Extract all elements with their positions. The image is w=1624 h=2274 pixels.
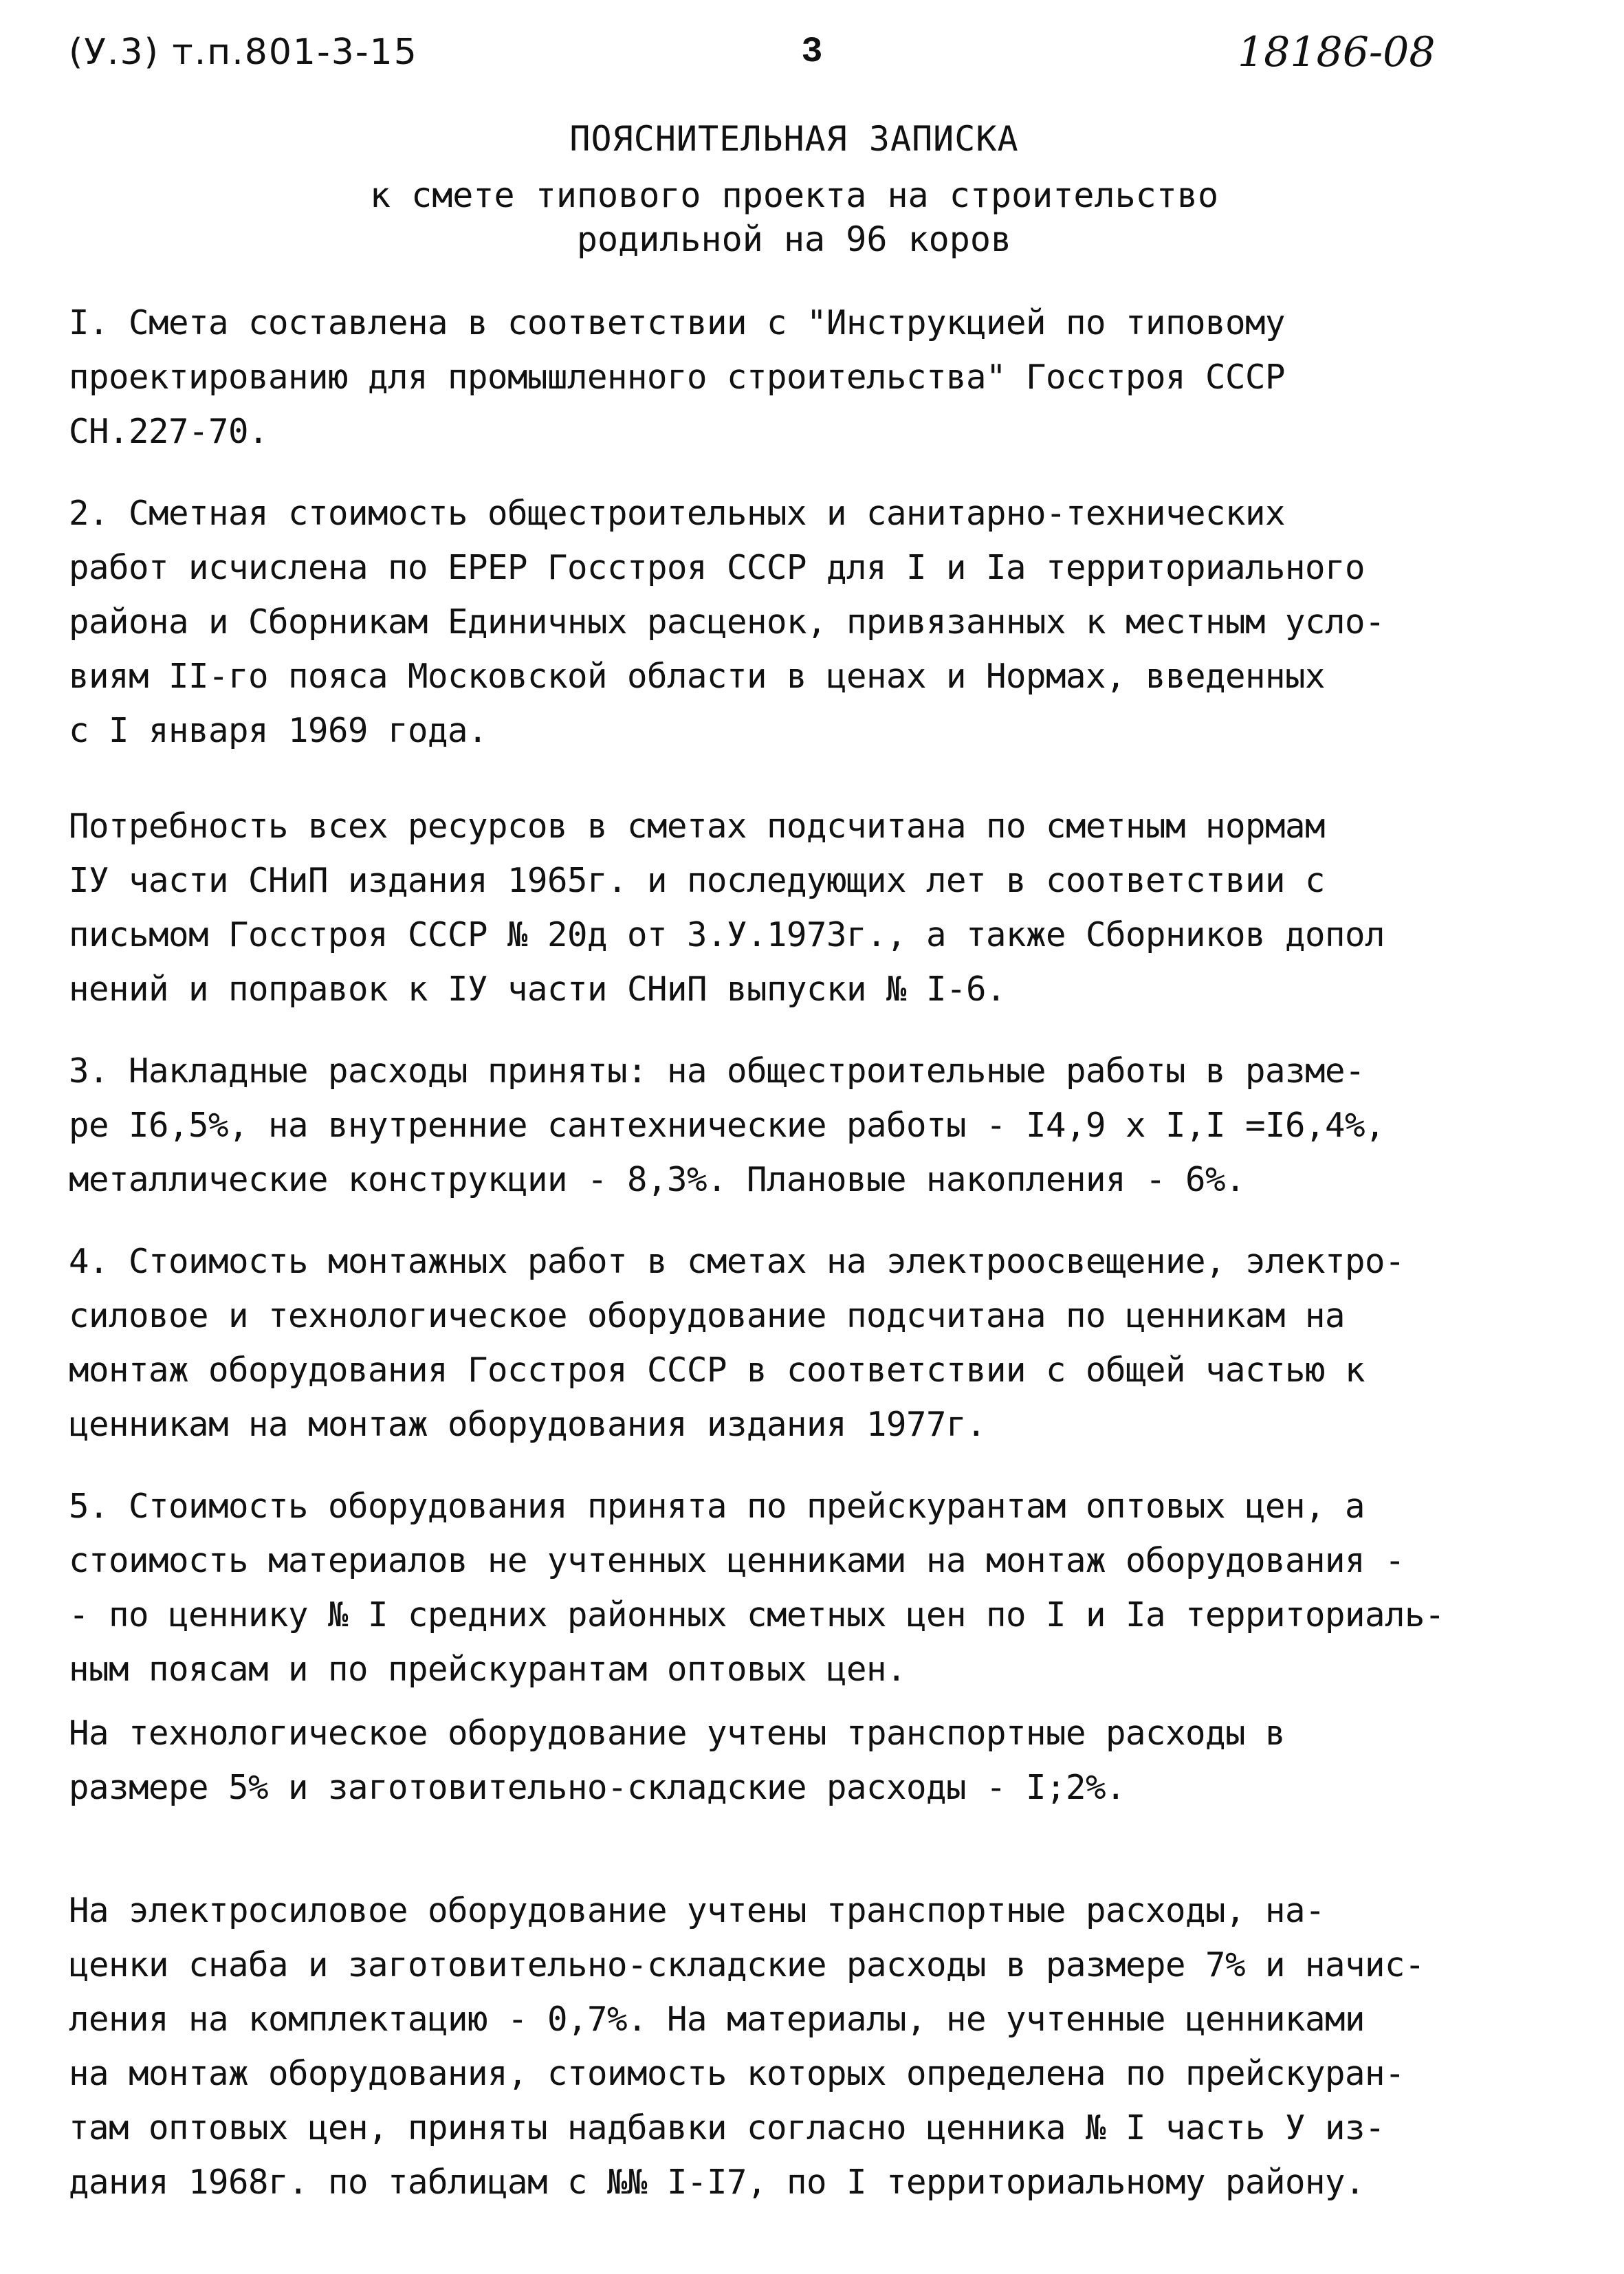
paragraph-resources xyxy=(69,799,1568,1016)
text-line: работ исчислена по ЕРЕР Госстроя СССР для I и Iа территориального xyxy=(69,548,1365,587)
text-line: размере 5% и заготовительно-складские расходы - I;2%. xyxy=(69,1768,1126,1807)
paragraph-4 xyxy=(69,1234,1568,1452)
text-line: ценникам на монтаж оборудования издания 1977г. xyxy=(69,1405,987,1444)
text-line: района и Сборникам Единичных расценок, привязанных к местным усло- xyxy=(69,602,1385,642)
text-line: стоимость материалов не учтенных ценниками на монтаж оборудования - xyxy=(69,1541,1405,1580)
text-line: виям II-го пояса Московской области в ценах и Нормах, введенных xyxy=(69,657,1326,696)
text-line: IУ части СНиП издания 1965г. и последующих лет в соответствии с xyxy=(69,861,1326,900)
page-number: 3 xyxy=(801,32,823,72)
text-line: На электросиловое оборудование учтены транспортные расходы, на- xyxy=(69,1891,1326,1930)
text-line: там оптовых цен, приняты надбавки согласно ценника № I часть У из- xyxy=(69,2108,1385,2147)
text-line: проектированию для промышленного строительства" Госстроя СССР xyxy=(69,358,1286,397)
text-line: - по ценнику № I средних районных сметных цен по I и Iа территориаль- xyxy=(69,1595,1445,1635)
text-line: 5. Стоимость оборудования принята по прейскурантам оптовых цен, а xyxy=(69,1487,1365,1526)
text-line: силовое и технологическое оборудование подсчитана по ценникам на xyxy=(69,1296,1346,1335)
paragraph-electrical-equipment xyxy=(69,1883,1568,2209)
text-line: на монтаж оборудования, стоимость которых определена по прейскуран- xyxy=(69,2054,1405,2093)
inventory-number: 18186-08 xyxy=(1238,28,1436,76)
paragraph-2 xyxy=(69,486,1568,758)
text-line: ре I6,5%, на внутренние сантехнические работы - I4,9 х I,I =I6,4%, xyxy=(69,1106,1385,1145)
text-line: СН.227-70. xyxy=(69,412,269,451)
text-line: монтаж оборудования Госстроя СССР в соответствии с общей частью к xyxy=(69,1351,1365,1390)
paragraph-1 xyxy=(69,296,1568,459)
document-subtitle-line-1: к смете типового проекта на строительство xyxy=(369,175,1219,215)
paragraph-tech-equipment xyxy=(69,1706,1568,1815)
text-line: I. Смета составлена в соответствии с "Инструкцией по типовому xyxy=(69,303,1286,342)
document-code: (У.3) т.п.801-3-15 xyxy=(69,32,418,73)
text-line: нений и поправок к IУ части СНиП выпуски № I-6. xyxy=(69,970,1007,1009)
text-line: 4. Стоимость монтажных работ в сметах на электроосвещение, электро- xyxy=(69,1242,1405,1281)
text-line: ным поясам и по прейскурантам оптовых цен. xyxy=(69,1650,907,1689)
text-line: На технологическое оборудование учтены транспортные расходы в xyxy=(69,1714,1286,1753)
document-body xyxy=(69,296,1568,2209)
document-title: ПОЯСНИТЕЛЬНАЯ ЗАПИСКА xyxy=(569,119,1019,159)
text-line: дания 1968г. по таблицам с №№ I-I7, по I территориальному району. xyxy=(69,2163,1365,2202)
document-subtitle-line-2: родильной на 96 коров xyxy=(576,219,1012,259)
paragraph-3 xyxy=(69,1044,1568,1207)
text-line: 2. Сметная стоимость общестроительных и санитарно-технических xyxy=(69,494,1286,533)
text-line: ления на комплектацию - 0,7%. На материалы, не учтенные ценниками xyxy=(69,2000,1365,2039)
text-line: с I января 1969 года. xyxy=(69,711,488,750)
text-line: Потребность всех ресурсов в сметах подсчитана по сметным нормам xyxy=(69,807,1326,846)
text-line: 3. Накладные расходы приняты: на общестроительные работы в разме- xyxy=(69,1051,1365,1091)
text-line: металлические конструкции - 8,3%. Плановые накопления - 6%. xyxy=(69,1160,1246,1199)
paragraph-5 xyxy=(69,1479,1568,1696)
text-line: письмом Госстроя СССР № 20д от 3.У.1973г., а также Сборников допол xyxy=(69,915,1385,954)
text-line: ценки снаба и заготовительно-складские расходы в размере 7% и начис- xyxy=(69,1945,1425,1985)
title-block xyxy=(0,117,1588,261)
